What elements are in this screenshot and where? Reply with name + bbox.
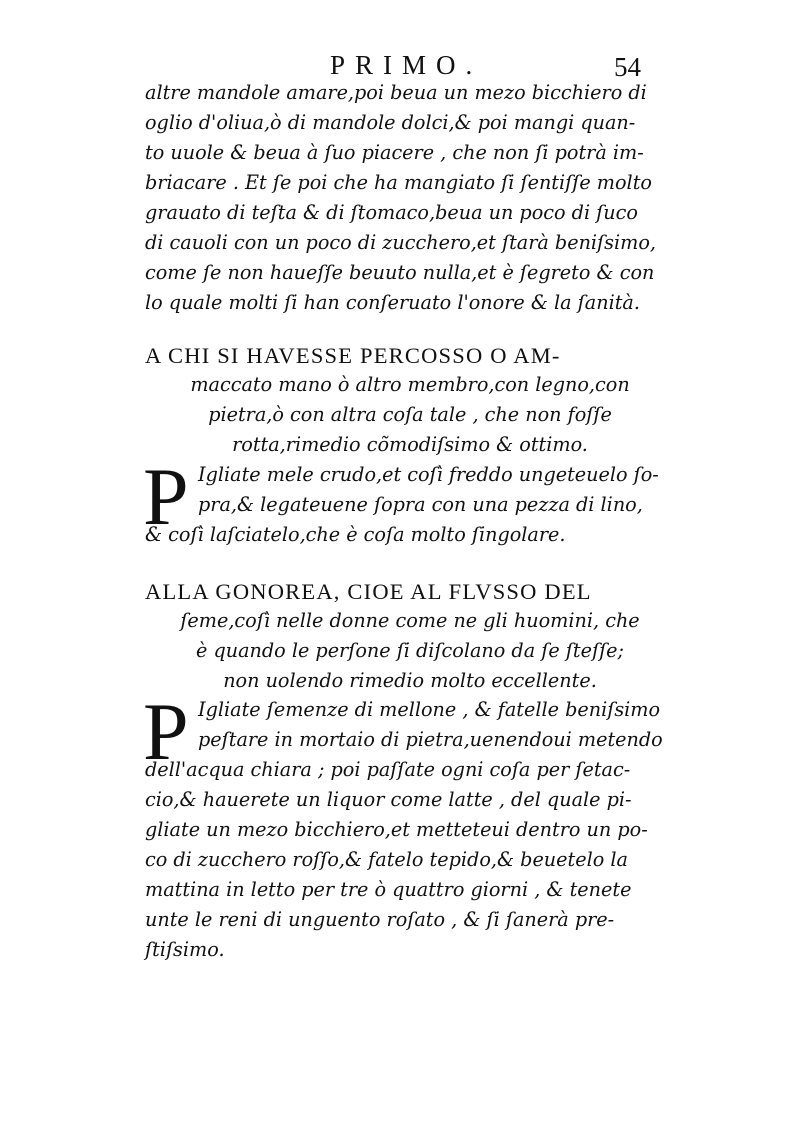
running-title: PRIMO. — [330, 50, 483, 80]
text-line: briacare . Et ſe poi che ha mangiato ſi ſentiſſe molto — [145, 171, 652, 194]
text-line: Igliate ſemenze di mellone , & fatelle beniſsimo — [198, 698, 661, 721]
text-line: altre mandole amare,poi beua un mezo bicchiero di — [145, 81, 647, 104]
text-line: Igliate mele crudo,et coſì freddo ungeteuelo ſo- — [198, 463, 659, 486]
text-line: co di zucchero roſſo,& fatelo tepido,& beuetelo la — [145, 848, 628, 871]
text-line: di cauoli con un poco di zucchero,et ſtarà beniſsimo, — [145, 231, 656, 254]
text-line: oglio d'oliua,ò di mandole dolci,& poi mangi quan- — [145, 111, 636, 134]
text-line: mattina in letto per tre ò quattro giorni , & tenete — [145, 878, 632, 901]
heading-line: rotta,rimedio cõmodiſsimo & ottimo. — [232, 433, 588, 456]
text-line: gliate un mezo bicchiero,et metteteui dentro un po- — [145, 818, 648, 841]
text-line: ſtiſsimo. — [145, 938, 225, 961]
text-line: & coſì laſciatelo,che è coſa molto ſingolare. — [145, 523, 566, 546]
heading-line: non uolendo rimedio molto eccellente. — [223, 669, 597, 692]
heading-line: è quando le perſone ſi diſcolano da ſe ſteſſe; — [196, 639, 624, 662]
drop-capital: P — [143, 686, 189, 777]
text-line: dell'acqua chiara ; poi paſſate ogni coſa per ſetac- — [145, 758, 631, 781]
heading-line: pietra,ò con altra coſa tale , che non foſſe — [208, 403, 612, 426]
section-heading-continuation — [145, 370, 675, 460]
recipe-paragraph — [145, 460, 675, 550]
section-heading: ALLA GONOREA, CIOE AL FLVSSO DEL — [145, 579, 592, 604]
page-number: 54 — [614, 52, 641, 82]
text-line: to uuole & beua à ſuo piacere , che non ſi potrà im- — [145, 141, 644, 164]
heading-line: maccato mano ò altro membro,con legno,con — [190, 373, 630, 396]
text-line: cio,& hauerete un liquor come latte , del quale pi- — [145, 788, 632, 811]
recipe-paragraph — [145, 695, 675, 965]
continuation-text — [145, 78, 675, 318]
text-line: pra,& legateuene ſopra con una pezza di lino, — [198, 493, 643, 516]
text-line: peſtare in mortaio di pietra,uenendoui metendo — [198, 728, 663, 751]
text-line: grauato di teſta & di ſtomaco,beua un poco di ſuco — [145, 201, 638, 224]
section-heading: A CHI SI HAVESSE PERCOSSO O AM- — [145, 343, 561, 368]
drop-capital: P — [143, 451, 189, 542]
heading-line: ſeme,coſì nelle donne come ne gli huomini, che — [180, 609, 640, 632]
section-heading-continuation — [145, 606, 675, 696]
text-line: unte le reni di unguento roſato , & ſi ſanerà pre- — [145, 908, 615, 931]
text-line: lo quale molti ſi han conſeruato l'onore & la ſanità. — [145, 291, 640, 314]
text-line: come ſe non haueſſe beuuto nulla,et è ſegreto & con — [145, 261, 655, 284]
